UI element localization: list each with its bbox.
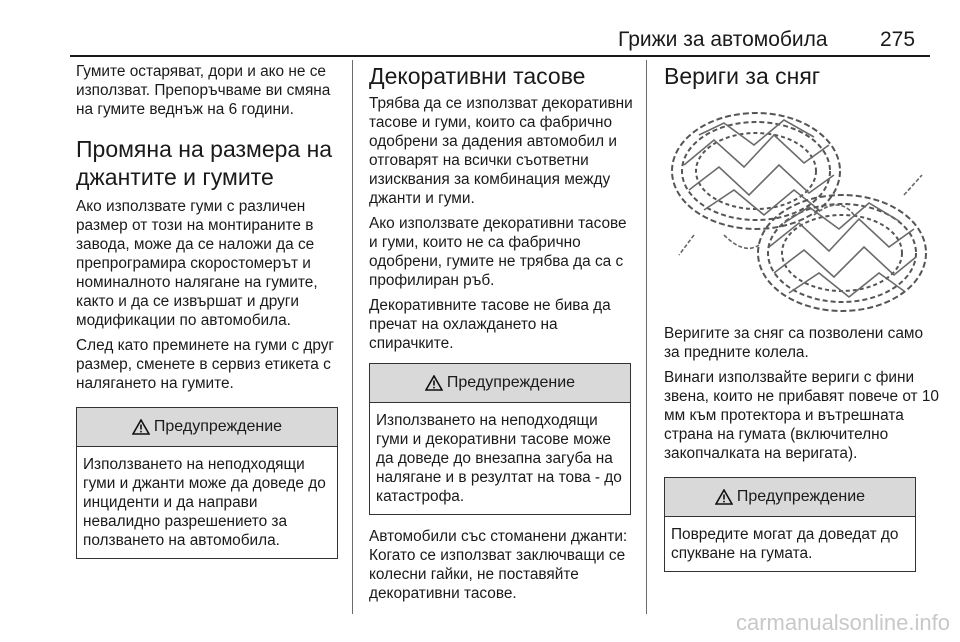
column-2 [369,62,635,609]
page-number: 275 [880,28,916,51]
section-heading-hubcaps: Декоративни тасове [369,63,586,89]
page-header [0,0,960,62]
hubcaps-paragraph-2: Ако използвате декоративни тасове и гуми, които не са фабрично одобрени, гумите не трябва да са с профилиран ръб. [369,215,627,289]
warning-title: Предупреждение [736,488,866,505]
warning-text: Повредите могат да доведат до спукване на гумата. [671,526,899,562]
column-1 [76,62,342,559]
intro-paragraph: Гумите остаряват, дори и ако не се използват. Препоръчваме ви смяна на гумите веднъж на 6 години. [76,63,331,118]
warning-header [370,364,630,403]
column-divider-1 [352,60,353,614]
warning-box-hubcaps [369,363,631,515]
warning-header [665,478,915,517]
warning-triangle-icon [715,489,733,505]
warning-triangle-icon [425,375,443,391]
warning-text: Използването на неподходящи гуми и джанти може да доведе до инциденти и да направи невалидно разрешението за ползването на автомобила. [83,456,326,549]
footer-watermark: carmanualsonline.info [735,610,950,635]
warning-triangle-icon [132,419,150,435]
hubcaps-paragraph-3: Декоративните тасове не бива да пречат на охлаждането на спирачките. [369,297,611,352]
hubcaps-paragraph-4: Автомобили със стоманени джанти: Когато се използват заключващи се колесни гайки, не поставяйте декоративни тасове. [369,528,628,602]
warning-title: Предупреждение [446,374,576,391]
column-divider-2 [646,60,647,614]
section-heading-tire-size: Промяна на размера на джантите и гумите [76,136,333,190]
hubcaps-paragraph-1: Трябва да се използват декоративни тасове и гуми, които са фабрично одобрени за дадения автомобил и отговарят на всички съответни изисквания за комбинация между джанти и гуми. [369,95,633,207]
warning-header [77,408,337,447]
section-heading-snow-chains: Вериги за сняг [664,63,821,89]
snow-chains-paragraph-1: Веригите за сняг са позволени само за предните колела. [664,325,924,361]
tire-size-paragraph-1: Ако използвате гуми с различен размер от този на монтираните в завода, може да се наложи да се препрограмира скоростомерът и номиналното налягане на гумите, както и да се извършат и други модификации по автомобила. [76,198,318,329]
snow-chains-paragraph-2: Винаги използвайте вериги с фини звена, които не прибавят повече от 10 мм към протектора и вътрешната страна на гумата (включително закопчалката на веригата). [664,369,939,462]
warning-title: Предупреждение [153,418,283,435]
column-3 [664,62,936,90]
warning-box-tires [76,407,338,559]
chapter-title: Грижи за автомобила [618,28,828,51]
snow-chains-illustration [664,105,930,319]
warning-box-snow-chains [664,477,916,572]
header-rule [70,55,930,57]
column-3-text [664,324,940,572]
warning-text: Използването на неподходящи гуми и декоративни тасове може да доведе до внезапна загуба на налягане и в резултат на това - до катастрофа. [376,412,622,505]
tire-size-paragraph-2: След като преминете на гуми с друг размер, сменете в сервиз етикета с налягането на гумите. [76,337,335,392]
